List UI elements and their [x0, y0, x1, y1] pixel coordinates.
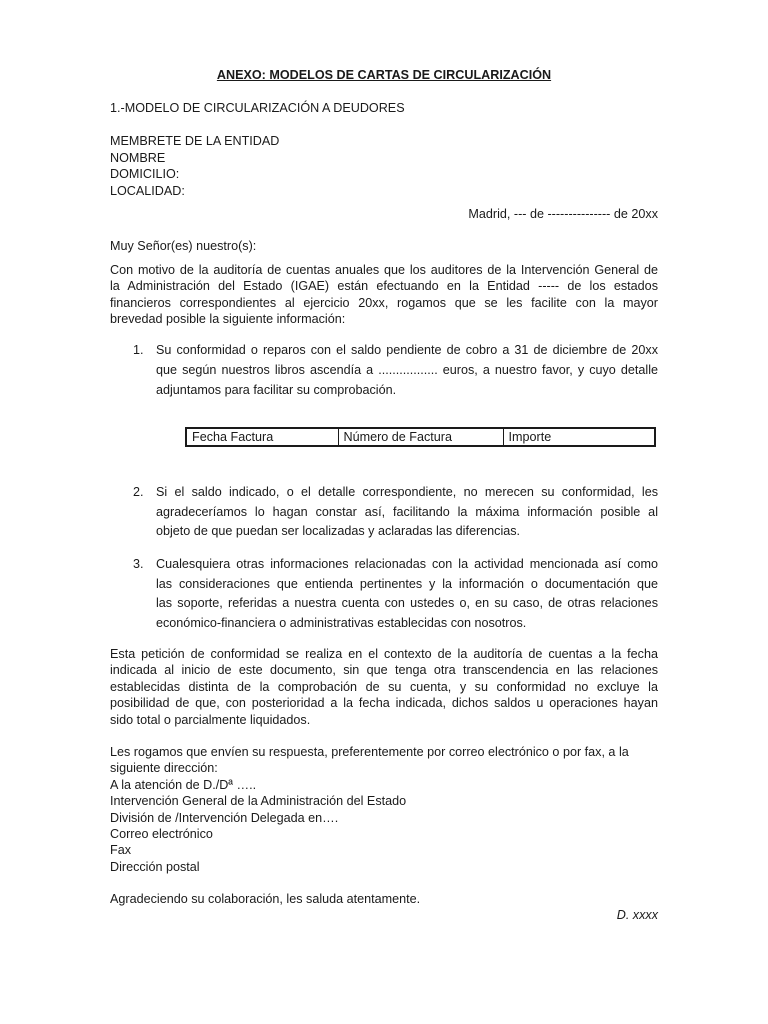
date-line: Madrid, --- de --------------- de 20xx	[468, 207, 658, 221]
letterhead-fields	[110, 133, 279, 199]
closing-salutation: Agradeciendo su colaboración, les saluda atentamente.	[110, 892, 421, 906]
paragraph-line: financieros correspondientes al ejercicio 20xx, rogamos que se les facilite con la mayor	[110, 295, 658, 310]
salutation: Muy Señor(es) nuestro(s):	[110, 239, 257, 253]
document-title: ANEXO: MODELOS DE CARTAS DE CIRCULARIZACIÓN	[216, 68, 552, 82]
paragraph-line: Les rogamos que envíen su respuesta, preferentemente por correo electrónico o por fax, a la	[110, 745, 629, 759]
column-header-amount: Importe	[503, 428, 655, 446]
list-item-text	[156, 340, 658, 400]
letterhead-field: DOMICILIO:	[110, 167, 180, 182]
list-item-line: las consideraciones que entienda pertinentes y la información o documentación que	[156, 576, 658, 591]
list-item-line: que según nuestros libros ascendía a ................. euros, a nuestro favor, y cuyo detalle	[156, 363, 658, 377]
address-line: Correo electrónico	[110, 827, 213, 842]
column-header-invoice-date: Fecha Factura	[186, 428, 338, 446]
address-line: Intervención General de la Administración del Estado	[110, 794, 407, 809]
signature: D. xxxx	[616, 908, 658, 922]
paragraph-line: Esta petición de conformidad se realiza en el contexto de la auditoría de cuentas a la fecha	[110, 647, 658, 661]
list-item-text	[156, 483, 658, 542]
paragraph-line: brevedad posible la siguiente información:	[110, 312, 346, 327]
invoice-table	[185, 427, 656, 447]
paragraph-line: sido total o parcialmente liquidados.	[110, 712, 311, 727]
list-item-line: económico-financiera o administrativas establecidas con nosotros.	[156, 615, 527, 630]
list-item-line: las soporte, referidas a nuestra cuenta con ustedes o, en su caso, de otras relaciones	[156, 596, 658, 610]
paragraph-line: posibilidad de que, con posterioridad a la fecha indicada, dichos saldos u operaciones hayan	[110, 696, 658, 711]
response-request	[110, 744, 658, 875]
list-item-line: agradeceríamos lo hagan constar así, facilitando la máxima información posible al	[156, 504, 658, 519]
paragraph-line: la Administración del Estado (IGAE) están efectuando en la Entidad ----- de los estados	[110, 279, 658, 294]
letterhead-field: NOMBRE	[110, 150, 166, 165]
address-line: Dirección postal	[110, 859, 200, 874]
list-number: 2.	[133, 485, 144, 499]
paragraph-line: siguiente dirección:	[110, 761, 218, 776]
letterhead-field: LOCALIDAD:	[110, 183, 185, 198]
list-number: 1.	[133, 343, 144, 357]
list-item-line: adjuntamos para facilitar su comprobación.	[156, 383, 397, 397]
column-header-invoice-number: Número de Factura	[338, 428, 503, 446]
list-item-line: Si el saldo indicado, o el detalle correspondiente, no merecen su conformidad, les	[156, 485, 658, 499]
list-item-text	[156, 555, 658, 633]
list-item-line: Su conformidad o reparos con el saldo pendiente de cobro a 31 de diciembre de 20xx	[156, 343, 658, 357]
list-item-line: objeto de que puedan ser localizadas y aclaradas las diferencias.	[156, 524, 521, 538]
paragraph-line: indicada al inicio de este documento, sin que tenga otra transcendencia en las relaciones	[110, 663, 658, 678]
list-item-line: Cualesquiera otras informaciones relacionadas con la actividad mencionada así como	[156, 557, 658, 571]
table-header-row	[186, 428, 655, 446]
intro-paragraph	[110, 262, 658, 328]
address-line: A la atención de D./Dª …..	[110, 777, 257, 792]
address-line: División de /Intervención Delegada en….	[110, 810, 339, 825]
list-number: 3.	[133, 557, 144, 571]
paragraph-line: establecidas distinta de la comprobación de su cuenta, y su conformidad no excluye la	[110, 679, 658, 694]
paragraph-line: Con motivo de la auditoría de cuentas anuales que los auditores de la Intervención General de	[110, 263, 658, 277]
section-heading: 1.-MODELO DE CIRCULARIZACIÓN A DEUDORES	[110, 101, 405, 115]
closing-paragraph	[110, 646, 658, 728]
letterhead-field: MEMBRETE DE LA ENTIDAD	[110, 134, 280, 148]
address-line: Fax	[110, 843, 131, 858]
